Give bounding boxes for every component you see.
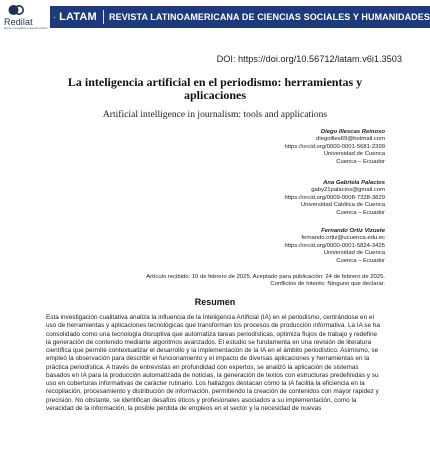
author-email[interactable]: fernando.ortiz@ucuenca.edu.ec	[301, 235, 385, 242]
logo-subtitle: Red de Investigadores Latinoamericanos	[4, 27, 48, 30]
author-email[interactable]: diegoilles69@hotmail.com	[316, 136, 385, 143]
author-block	[284, 129, 385, 166]
author-name: Ana Gabriela Palacios	[323, 180, 385, 186]
author-name: Fernando Ortiz Vizuete	[321, 228, 385, 234]
article-subtitle: Artificial intelligence in journalism: tools and applications	[102, 109, 328, 120]
logo-name: Redilat	[4, 17, 33, 27]
conflicts-of-interest: Conflictos de Interés: Ninguno que declarar.	[270, 281, 385, 288]
article-dates	[146, 274, 385, 289]
author-location: Cuenca – Ecuador	[336, 209, 385, 216]
redilat-logo	[2, 0, 48, 36]
author-block	[284, 228, 385, 265]
play-icon	[54, 11, 55, 24]
doi-link[interactable]: DOI: https://doi.org/10.56712/latam.v6i1.3503	[216, 54, 402, 64]
author-location: Cuenca – Ecuador	[336, 158, 385, 165]
title-line-2: aplicaciones	[184, 88, 246, 102]
author-institution: Universidad de Cuenca	[323, 250, 385, 257]
brand-name: LATAM	[59, 11, 97, 23]
page-header	[0, 0, 430, 36]
author-block	[284, 180, 385, 217]
journal-banner	[50, 6, 430, 28]
author-orcid[interactable]: https://orcid.org/0000-0001-5824-3425	[284, 242, 385, 249]
received-accepted-dates: Artículo recibido: 10 de febrero de 2025. Aceptado para publicación: 24 de febrero de 2025.	[146, 274, 385, 280]
author-institution: Universidad Católica de Cuenca	[300, 202, 385, 209]
article-title	[20, 76, 410, 102]
author-orcid[interactable]: https://orcid.org/0009-0008-7328-3829	[284, 194, 385, 201]
author-location: Cuenca – Ecuador	[336, 257, 385, 264]
title-line-1: La inteligencia artificial en el periodismo: herramientas y	[67, 75, 363, 89]
author-orcid[interactable]: https://orcid.org/0000-0001-5681-2399	[284, 143, 385, 150]
redilat-logo-icon	[8, 2, 24, 18]
author-institution: Universidad de Cuenca	[323, 151, 385, 158]
abstract-text: Esta investigación cualitativa analiza la influencia de la Inteligencia Artificial (IA) en el periodismo, centrándose en el uso de herramientas y aplicaciones tecnológicas que transforman los procesos de producción informativa. La IA se ha consolidado como una tecnología disruptiva que automatiza tareas periodísticas, optimiza flujos de trabajo y redefine la generación de contenido mediante algoritmos avanzados. El estudio se fundamenta en una revisión de literatura científica que permite contextualizar el desarrollo y la implementación de la IA en el ámbito periodístico. Asimismo, se empleó la observación para describir el funcionamiento y el impacto de diversas aplicaciones y herramientas en la práctica periodística. A través de entrevistas en profundidad con expertos, se analizó la aplicación de sistemas basados en IA para la producción automatizada de noticias, la generación de textos con estructuras predefinidas y su uso en coberturas informativas de carácter rutinario. Los hallazgos destacan cómo la IA facilita la eficiencia en la recopilación, procesamiento y distribución de información, permitiendo la creación de contenidos con mayor rapidez y precisión. No obstante, se identifican desafíos éticos y profesionales asociados a su implementación, como la veracidad de la información, la posible pérdida de empleos en el sector y la necesidad de nuevas	[46, 314, 380, 412]
journal-name: REVISTA LATINOAMERICANA DE CIENCIAS SOCIALES Y HUMANIDADES	[109, 12, 430, 22]
author-name: Diego Illescas Reinoso	[320, 129, 385, 135]
author-email[interactable]: gaby21palacios@gmail.com	[311, 187, 385, 194]
abstract-heading: Resumen	[194, 297, 236, 307]
